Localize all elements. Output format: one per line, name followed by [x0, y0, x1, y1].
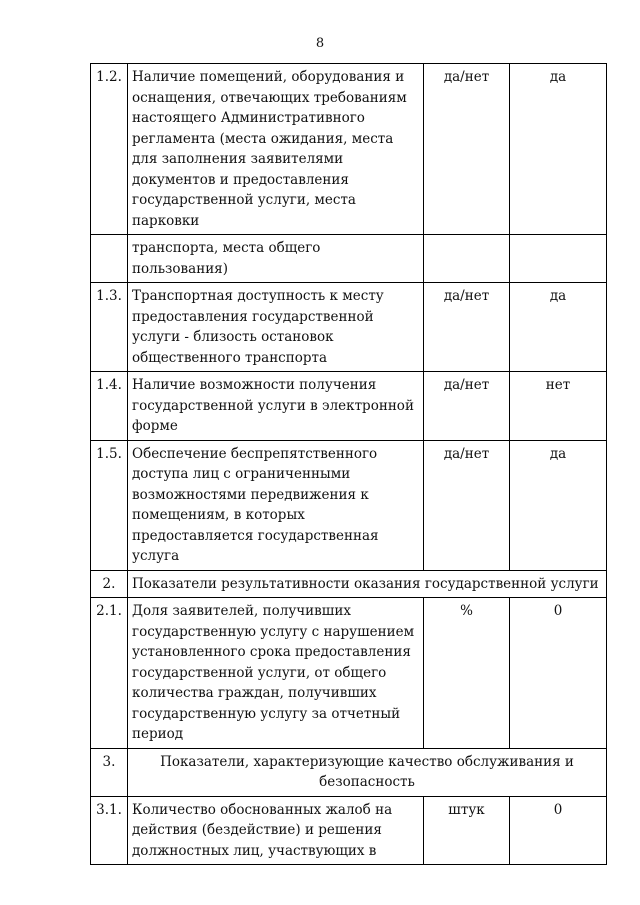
row-number: 1.2.	[91, 64, 128, 235]
unit-cell: да/нет	[424, 372, 510, 441]
row-number: 1.5.	[91, 440, 128, 570]
table-row-2-1	[91, 598, 607, 749]
section-row-2	[91, 570, 607, 598]
row-number: 1.3.	[91, 283, 128, 372]
table-row-1-2	[91, 64, 607, 235]
section-number: 3.	[91, 748, 128, 796]
table-row-1-2-continued	[91, 235, 607, 283]
unit-cell: %	[424, 598, 510, 749]
indicator-text: Доля заявителей, получивших государственную услугу с нарушением установленного срока предоставления государственной услуги, от общего количества граждан, получивших государственную услугу за отчетный период	[128, 598, 424, 749]
value-cell: да	[510, 64, 607, 235]
value-cell	[510, 235, 607, 283]
section-title: Показатели результативности оказания государственной услуги	[128, 570, 607, 598]
unit-cell: да/нет	[424, 440, 510, 570]
indicator-text: Наличие возможности получения государственной услуги в электронной форме	[128, 372, 424, 441]
table-row-1-3	[91, 283, 607, 372]
row-number: 3.1.	[91, 796, 128, 865]
value-cell: 0	[510, 796, 607, 865]
row-number: 2.1.	[91, 598, 128, 749]
table-row-3-1	[91, 796, 607, 865]
unit-cell: да/нет	[424, 283, 510, 372]
indicators-table	[90, 63, 607, 865]
page-number: 8	[315, 36, 325, 51]
value-cell: 0	[510, 598, 607, 749]
section-row-3	[91, 748, 607, 796]
value-cell: да	[510, 440, 607, 570]
unit-cell	[424, 235, 510, 283]
indicator-text: Количество обоснованных жалоб на действия (бездействие) и решения должностных лиц, участвующих в	[128, 796, 424, 865]
indicator-text: транспорта, места общего пользования)	[128, 235, 424, 283]
indicator-text: Транспортная доступность к месту предоставления государственной услуги - близость остановок общественного транспорта	[128, 283, 424, 372]
row-number	[91, 235, 128, 283]
value-cell: нет	[510, 372, 607, 441]
table-row-1-5	[91, 440, 607, 570]
unit-cell: да/нет	[424, 64, 510, 235]
row-number: 1.4.	[91, 372, 128, 441]
section-title: Показатели, характеризующие качество обслуживания и безопасность	[128, 748, 607, 796]
section-number: 2.	[91, 570, 128, 598]
indicator-text: Наличие помещений, оборудования и оснащения, отвечающих требованиям настоящего Административного регламента (места ожидания, места для заполнения заявителями документов и предоставления государственной услуги, места парковки	[128, 64, 424, 235]
table-row-1-4	[91, 372, 607, 441]
unit-cell: штук	[424, 796, 510, 865]
indicator-text: Обеспечение беспрепятственного доступа лиц с ограниченными возможностями передвижения к помещениям, в которых предоставляется государственная услуга	[128, 440, 424, 570]
value-cell: да	[510, 283, 607, 372]
